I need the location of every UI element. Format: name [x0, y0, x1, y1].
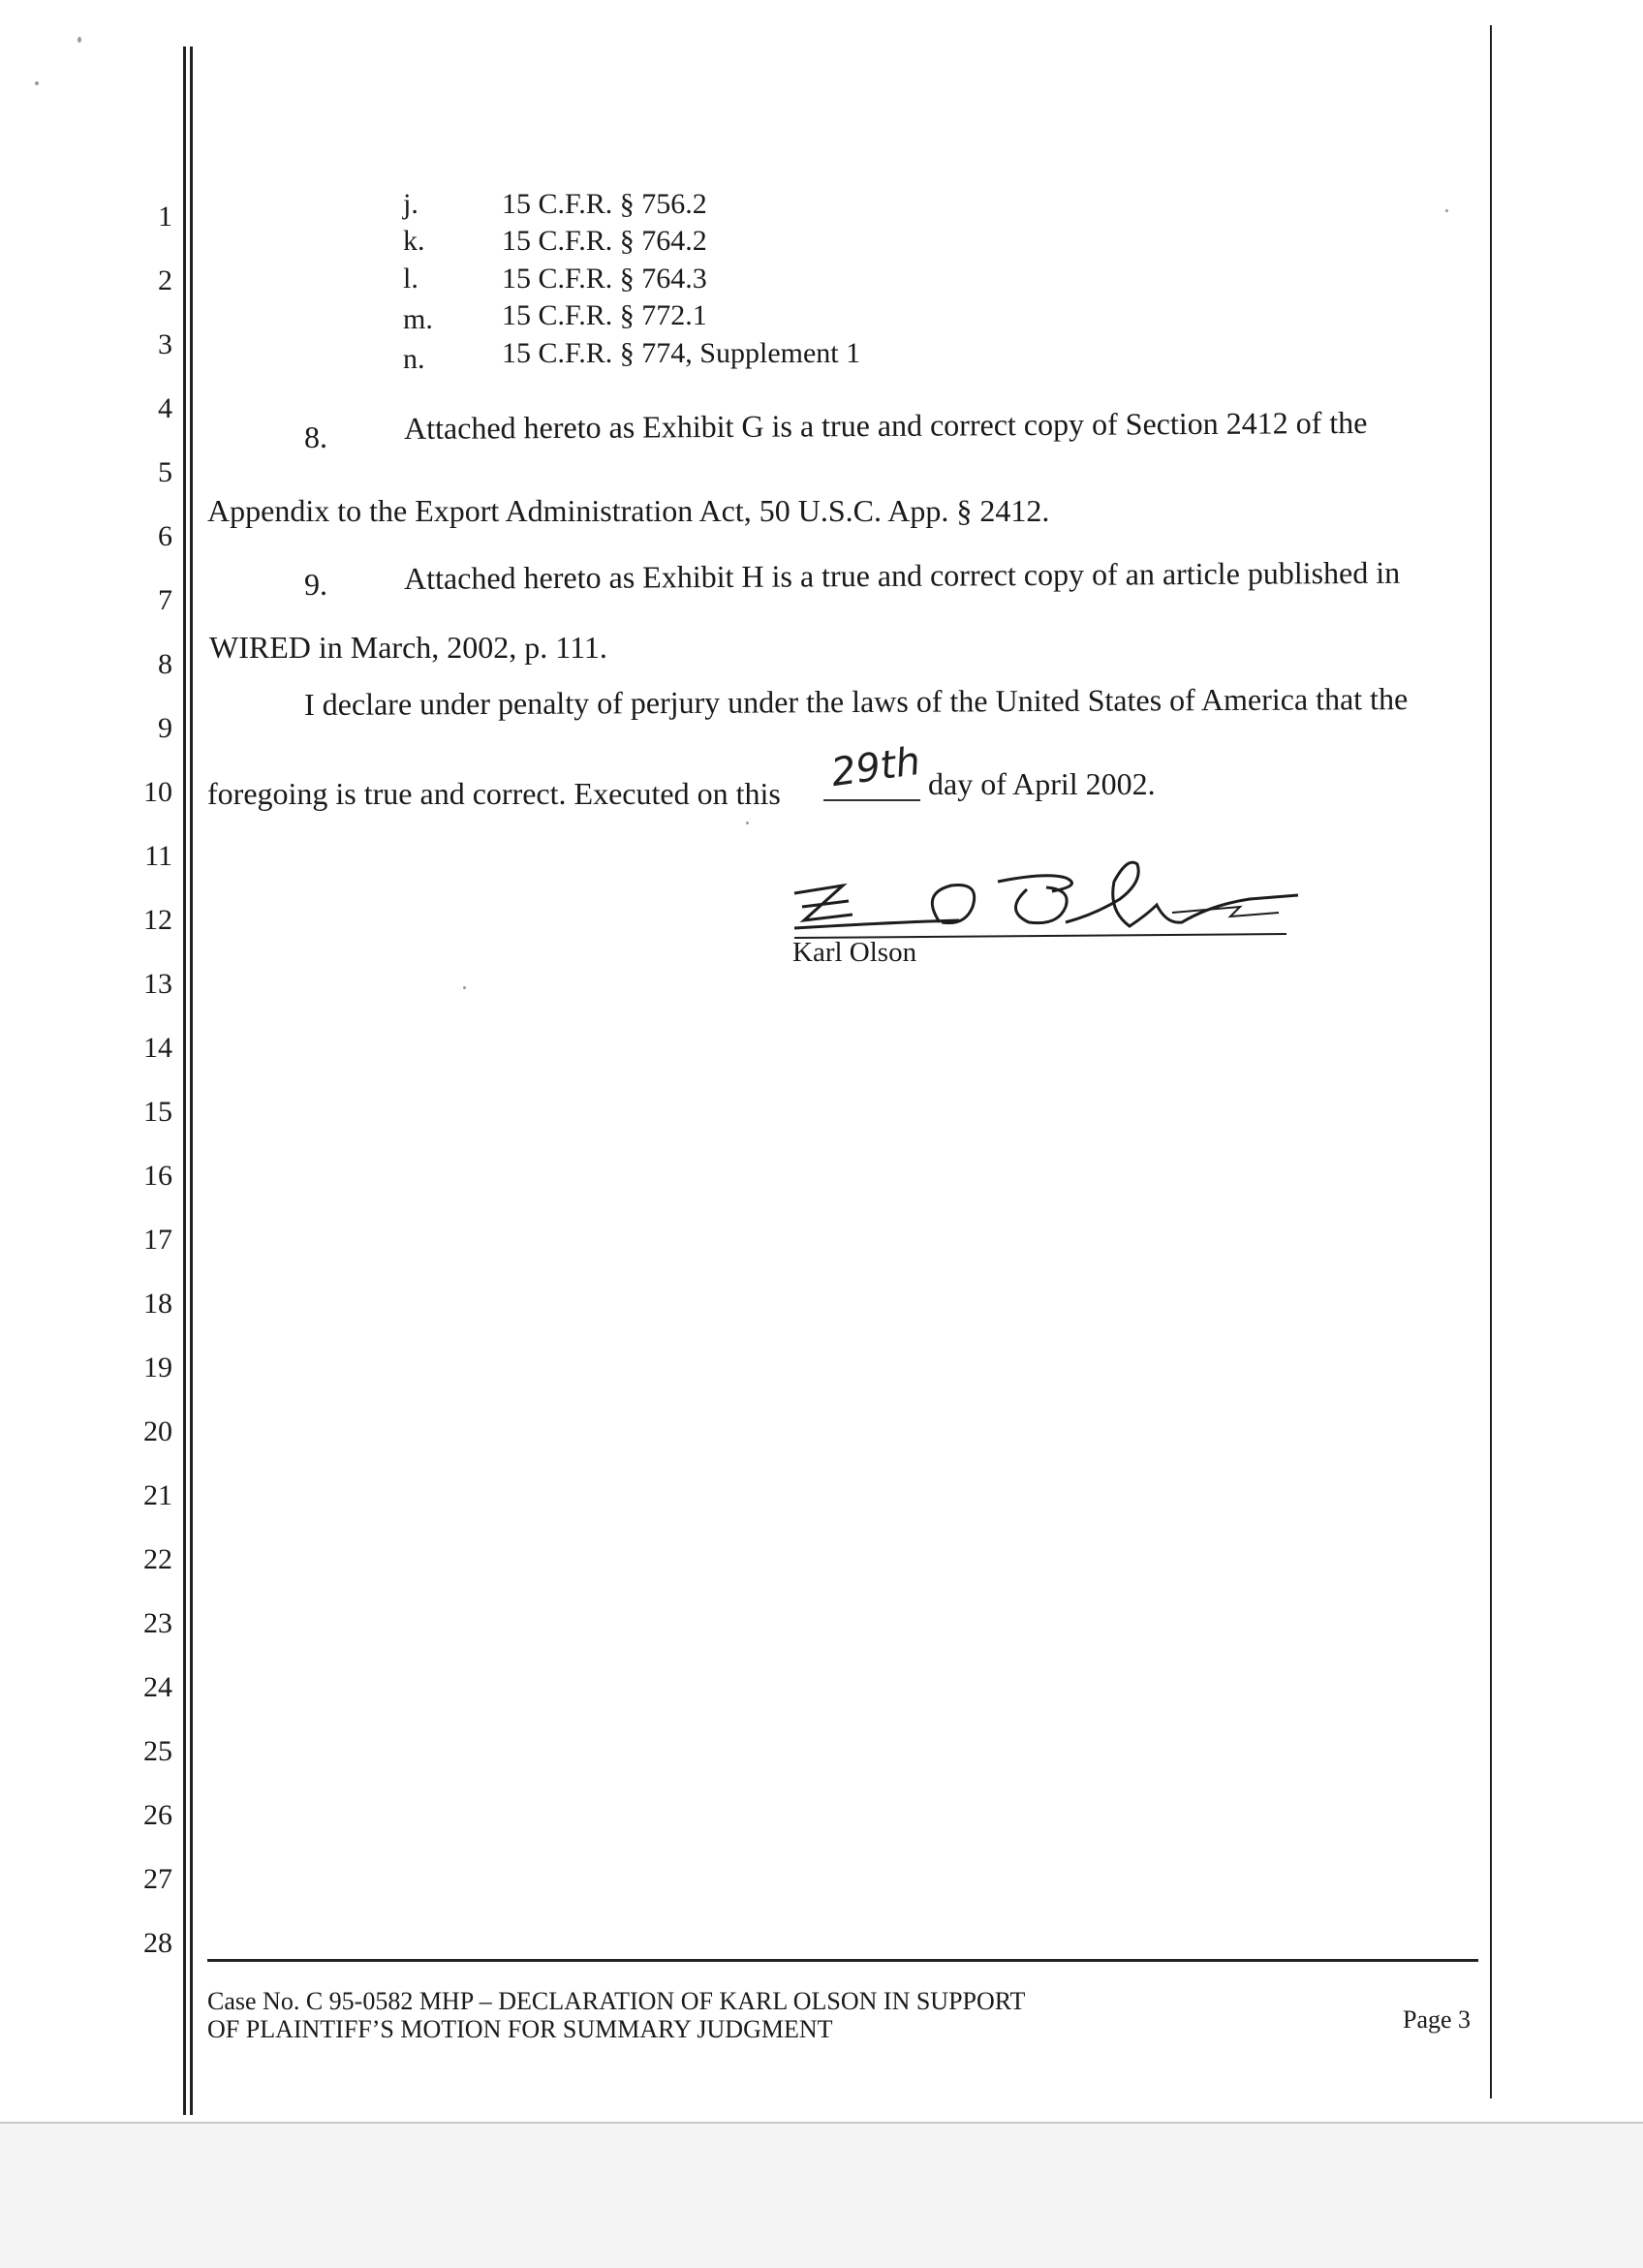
line-number: 24 — [143, 1671, 172, 1703]
line-number: 26 — [143, 1799, 172, 1831]
line-number: 4 — [158, 392, 172, 424]
line-number: 20 — [143, 1415, 172, 1447]
line-number: 3 — [158, 328, 172, 360]
line-number: 13 — [143, 968, 172, 1000]
scanner-bed-area — [0, 2122, 1643, 2268]
footer-case-caption-line1: Case No. C 95-0582 MHP – DECLARATION OF KARL OLSON IN SUPPORT — [207, 1987, 1026, 2015]
scan-speck — [1445, 209, 1448, 212]
footer-page-number: Page 3 — [1403, 2005, 1472, 2034]
list-item-citation: 15 C.F.R. § 772.1 — [502, 299, 707, 331]
list-item-letter: m. — [403, 303, 433, 335]
date-blank-line — [823, 799, 920, 801]
line-number: 6 — [158, 520, 172, 552]
scan-speck — [463, 986, 466, 989]
line-number: 27 — [143, 1863, 172, 1895]
line-number: 10 — [143, 776, 172, 808]
footer-case-caption-line2: OF PLAINTIFF’S MOTION FOR SUMMARY JUDGMENT — [207, 2015, 833, 2043]
handwritten-date: 29th — [828, 738, 923, 796]
list-item-citation: 15 C.F.R. § 756.2 — [502, 188, 707, 220]
footer-rule — [207, 1959, 1478, 1962]
declaration-text-line: I declare under penalty of perjury under the laws of the United States of America that the — [303, 681, 1409, 722]
declaration-text-line-end: day of April 2002. — [928, 766, 1156, 801]
list-item-citation: 15 C.F.R. § 764.2 — [502, 225, 707, 257]
handwritten-signature — [775, 843, 1318, 949]
scan-speck — [35, 81, 39, 85]
paragraph-text-line: Attached hereto as Exhibit G is a true and correct copy of Section 2412 of the — [403, 404, 1368, 446]
paragraph-text-line: Attached hereto as Exhibit H is a true and correct copy of an article published in — [403, 554, 1401, 596]
line-number: 5 — [158, 456, 172, 488]
scan-speck — [78, 37, 81, 43]
list-item-citation: 15 C.F.R. § 774, Supplement 1 — [502, 337, 861, 369]
line-number: 8 — [158, 648, 172, 680]
line-number: 15 — [143, 1096, 172, 1128]
paragraph-number: 9. — [304, 567, 327, 602]
line-number: 1 — [158, 201, 172, 233]
line-number: 7 — [158, 584, 172, 616]
list-item-letter: n. — [403, 343, 425, 375]
scan-speck — [746, 822, 749, 824]
line-number: 25 — [143, 1735, 172, 1767]
paragraph-text-line: WIRED in March, 2002, p. 111. — [209, 630, 607, 665]
list-item-letter: l. — [403, 263, 418, 295]
line-number: 2 — [158, 264, 172, 296]
line-number: 14 — [143, 1032, 172, 1064]
line-number: 9 — [158, 712, 172, 744]
left-margin-rule-inner — [190, 47, 193, 2115]
line-number: 23 — [143, 1607, 172, 1639]
line-number: 16 — [143, 1160, 172, 1192]
list-item-letter: j. — [403, 188, 418, 220]
line-number: 17 — [143, 1224, 172, 1256]
line-number: 18 — [143, 1288, 172, 1320]
line-number: 21 — [143, 1479, 172, 1511]
paragraph-number: 8. — [304, 419, 327, 454]
line-number: 19 — [143, 1351, 172, 1383]
line-number: 12 — [143, 904, 172, 936]
list-item-letter: k. — [403, 225, 425, 257]
line-number: 22 — [143, 1543, 172, 1575]
signer-name: Karl Olson — [792, 937, 917, 968]
left-margin-rule-outer — [183, 47, 186, 2115]
line-number: 11 — [144, 840, 172, 872]
paragraph-text-line: Appendix to the Export Administration Act, 50 U.S.C. App. § 2412. — [207, 493, 1050, 528]
list-item-citation: 15 C.F.R. § 764.3 — [502, 263, 707, 295]
line-number: 28 — [143, 1927, 172, 1959]
declaration-text-line-start: foregoing is true and correct. Executed on this — [207, 776, 781, 811]
right-margin-rule — [1490, 25, 1492, 2098]
